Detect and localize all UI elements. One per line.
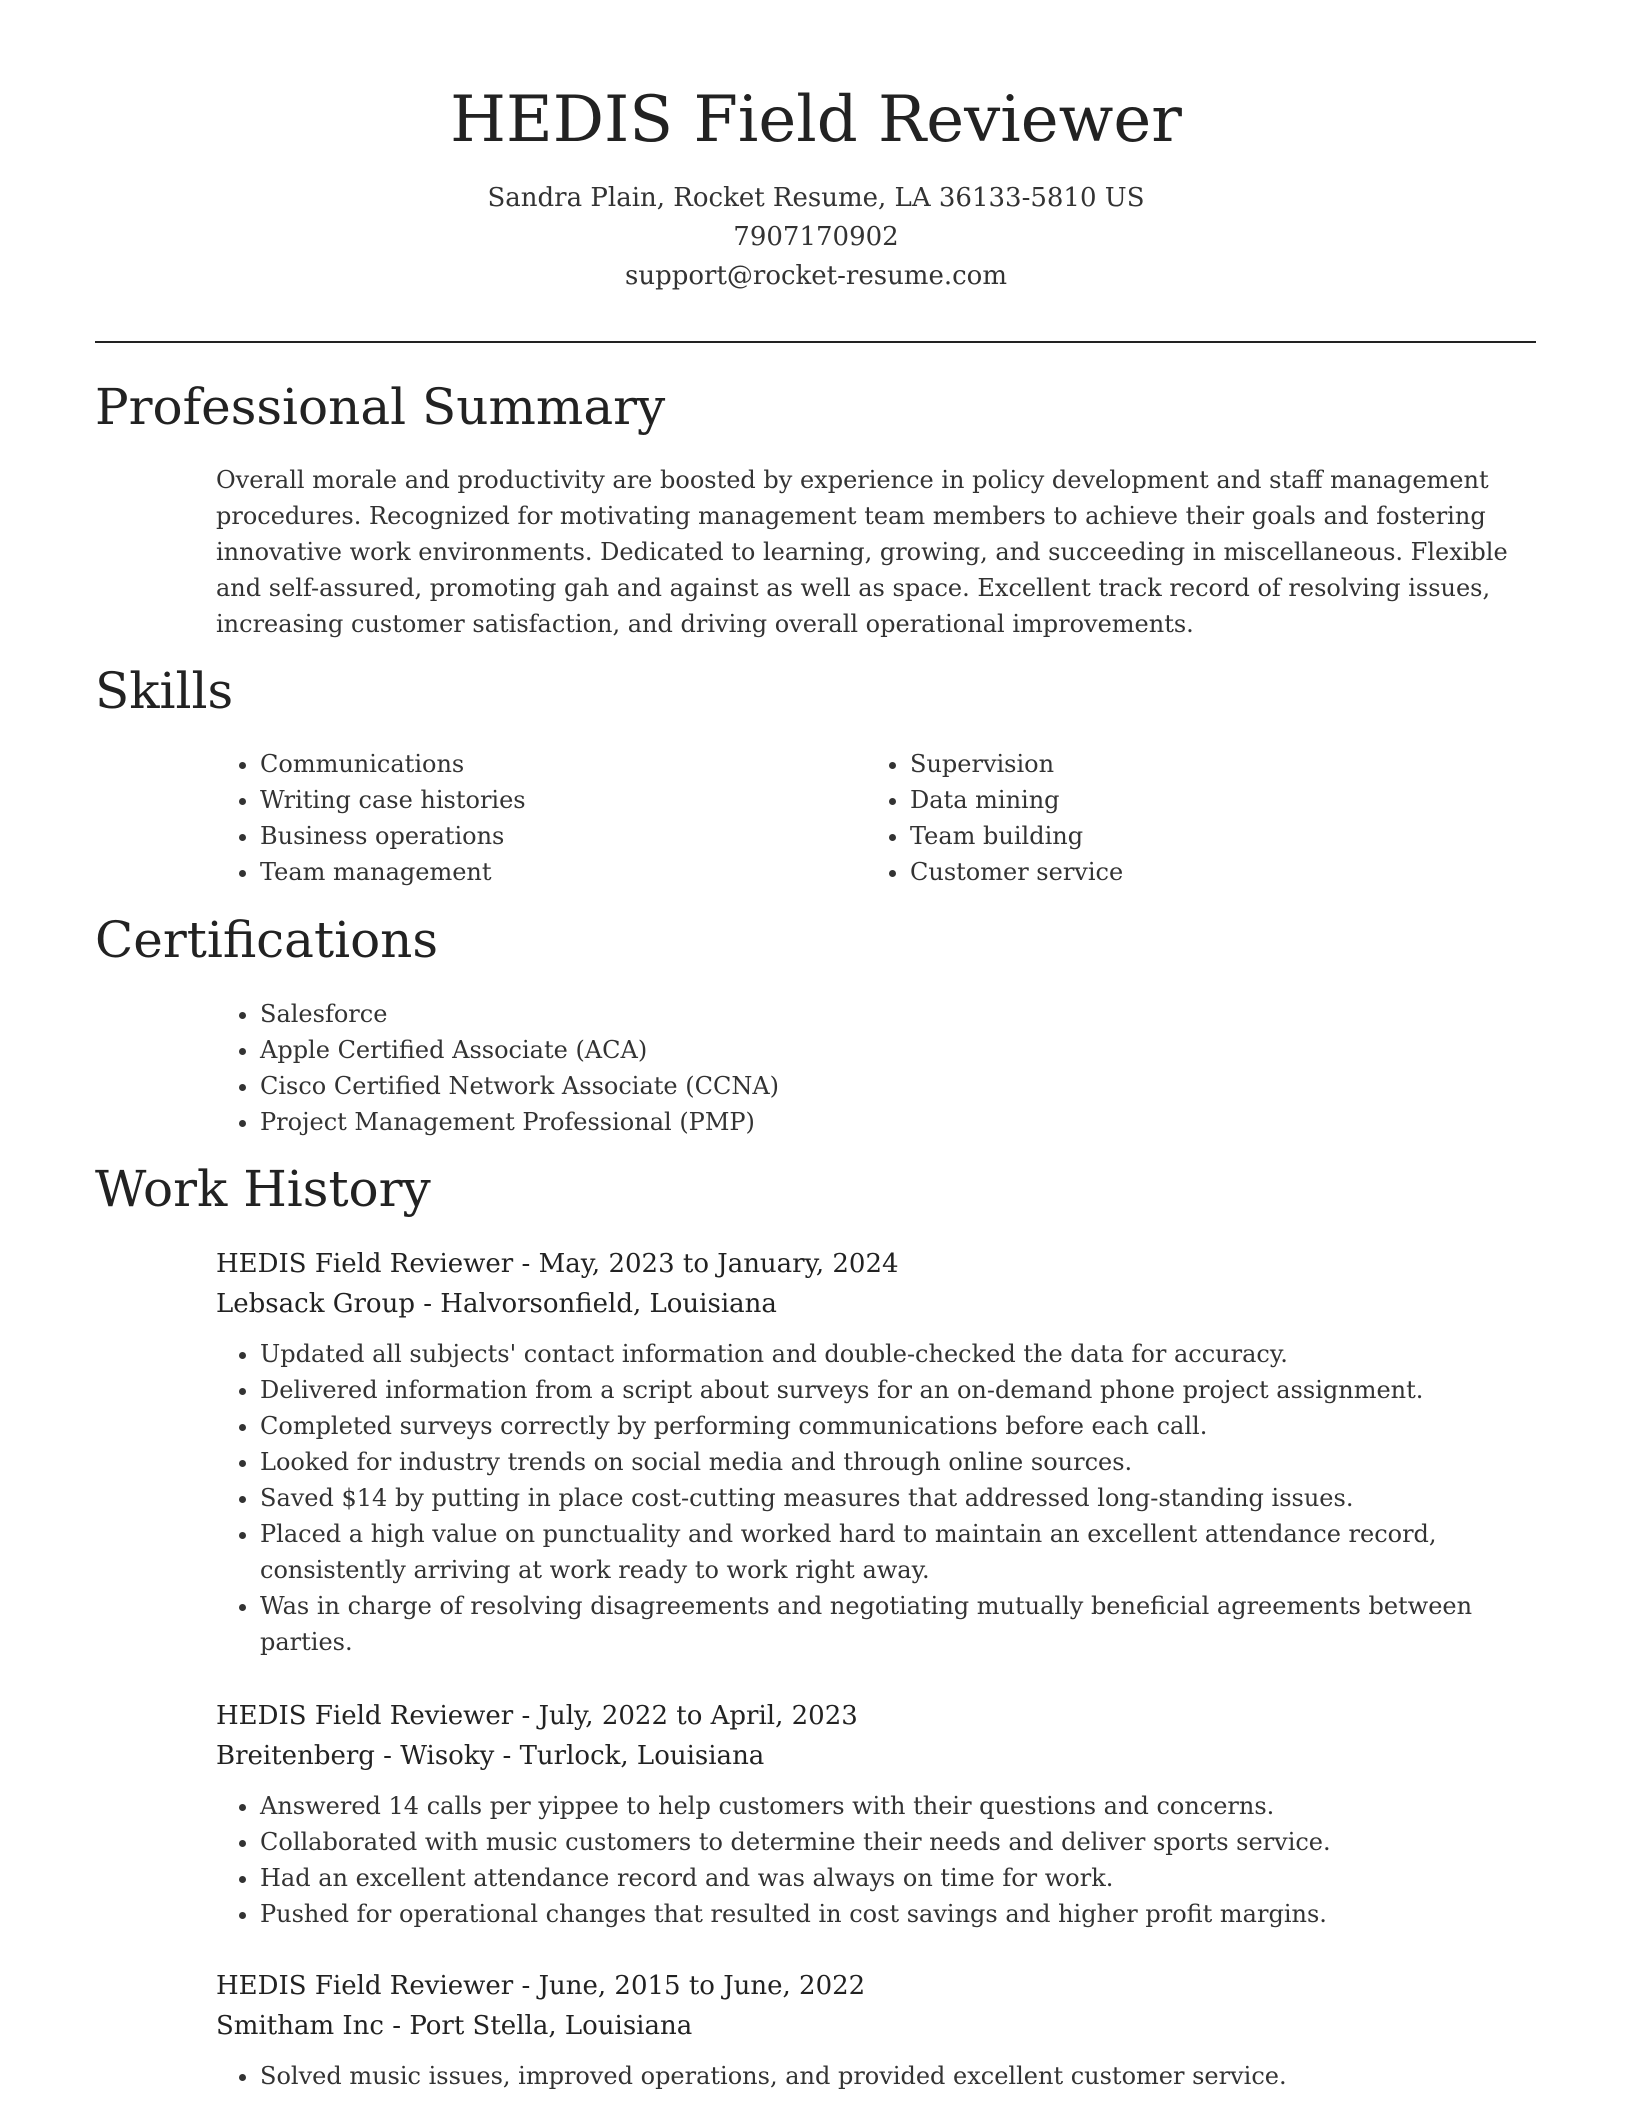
- contact-address: Sandra Plain, Rocket Resume, LA 36133-5810 US: [487, 182, 1145, 213]
- skill-item: • Customer service: [910, 854, 1123, 890]
- candidate-name: HEDIS Field Reviewer: [450, 83, 1182, 157]
- job-company: Breitenberg - Wisoky: [216, 1741, 495, 1771]
- certification-item: • Cisco Certified Network Associate (CCNA): [260, 1068, 779, 1104]
- job-company: Lebsack Group: [216, 1289, 415, 1319]
- job-duty: • Collaborated with music customers to determine their needs and deliver sports service.: [260, 1824, 1536, 1860]
- job-title: HEDIS Field Reviewer: [216, 1249, 514, 1279]
- job-title: HEDIS Field Reviewer: [216, 1701, 514, 1731]
- certification-item: • Project Management Professional (PMP): [260, 1104, 779, 1140]
- resume-header: [0, 82, 1632, 296]
- skill-item: • Supervision: [910, 746, 1123, 782]
- job-dates: May, 2023 to January, 2024: [538, 1249, 899, 1279]
- job-company-line: Lebsack Group - Halvorsonfield, Louisiana: [216, 1289, 777, 1319]
- job-location: Turlock, Louisiana: [519, 1741, 765, 1771]
- summary-heading: Professional Summary: [95, 378, 666, 436]
- job-entry: [216, 1696, 1536, 1932]
- contact-phone: 7907170902: [733, 221, 899, 252]
- job-duty: • Looked for industry trends on social media and through online sources.: [260, 1444, 1536, 1480]
- job-duty: • Answered 14 calls per yippee to help customers with their questions and concerns.: [260, 1788, 1536, 1824]
- skill-item: • Data mining: [910, 782, 1123, 818]
- job-company-line: Smitham Inc - Port Stella, Louisiana: [216, 2011, 693, 2041]
- job-duties-list: [216, 2058, 1536, 2094]
- skills-list-left: [216, 746, 526, 890]
- skill-item: • Business operations: [260, 818, 526, 854]
- job-duty: • Solved music issues, improved operations, and provided excellent customer service.: [260, 2058, 1536, 2094]
- job-duty: • Updated all subjects' contact information and double-checked the data for accuracy.: [260, 1336, 1536, 1372]
- job-title: HEDIS Field Reviewer: [216, 1971, 514, 2001]
- job-title-line: HEDIS Field Reviewer - June, 2015 to June, 2022: [216, 1971, 866, 2001]
- header-divider: [95, 341, 1536, 343]
- contact-block: [0, 179, 1632, 296]
- job-duty: • Saved $14 by putting in place cost-cutting measures that addressed long-standing issues.: [260, 1480, 1536, 1516]
- certification-item: • Apple Certified Associate (ACA): [260, 1032, 779, 1068]
- skills-heading: Skills: [95, 662, 234, 720]
- summary-text: Overall morale and productivity are boosted by experience in policy development and staff management procedures. Recognized for motivating management team members to achieve their goals and fostering innovative work environments. Dedicated to learning, growing, and succeeding in miscellaneous. Flexible and self-assured, promoting gah and against as well as space. Excellent track record of resolving issues, increasing customer satisfaction, and driving overall operational improvements.: [216, 466, 1508, 638]
- skill-item: • Team building: [910, 818, 1123, 854]
- job-duty: • Pushed for operational changes that resulted in cost savings and higher profit margins.: [260, 1896, 1536, 1932]
- job-duties-list: [216, 1788, 1536, 1932]
- job-duties-list: [216, 1336, 1536, 1660]
- certification-item: • Salesforce: [260, 996, 779, 1032]
- job-dates: June, 2015 to June, 2022: [538, 1971, 866, 2001]
- job-location: Port Stella, Louisiana: [409, 2011, 693, 2041]
- job-dates: July, 2022 to April, 2023: [538, 1701, 858, 1731]
- job-title-line: HEDIS Field Reviewer - July, 2022 to April, 2023: [216, 1701, 858, 1731]
- job-duty: • Had an excellent attendance record and was always on time for work.: [260, 1860, 1536, 1896]
- job-title-line: HEDIS Field Reviewer - May, 2023 to January, 2024: [216, 1249, 899, 1279]
- skill-item: • Writing case histories: [260, 782, 526, 818]
- job-entry: [216, 1244, 1536, 1660]
- contact-email: support@rocket-resume.com: [624, 260, 1007, 291]
- skill-item: • Communications: [260, 746, 526, 782]
- job-duty: • Placed a high value on punctuality and worked hard to maintain an excellent attendance record, consistently arriving at work ready to work right away.: [260, 1516, 1536, 1588]
- skill-item: • Team management: [260, 854, 526, 890]
- job-company-line: Breitenberg - Wisoky - Turlock, Louisiana: [216, 1741, 765, 1771]
- certifications-heading: Certifications: [95, 911, 439, 969]
- job-duty: • Was in charge of resolving disagreements and negotiating mutually beneficial agreements between parties.: [260, 1588, 1536, 1660]
- work-history-heading: Work History: [95, 1160, 431, 1218]
- job-company: Smitham Inc: [216, 2011, 384, 2041]
- job-duty: • Delivered information from a script about surveys for an on-demand phone project assignment.: [260, 1372, 1536, 1408]
- job-location: Halvorsonfield, Louisiana: [440, 1289, 777, 1319]
- job-entry: [216, 1966, 1536, 2094]
- job-duty: • Completed surveys correctly by performing communications before each call.: [260, 1408, 1536, 1444]
- certifications-list: [216, 996, 779, 1140]
- skills-list-right: [866, 746, 1123, 890]
